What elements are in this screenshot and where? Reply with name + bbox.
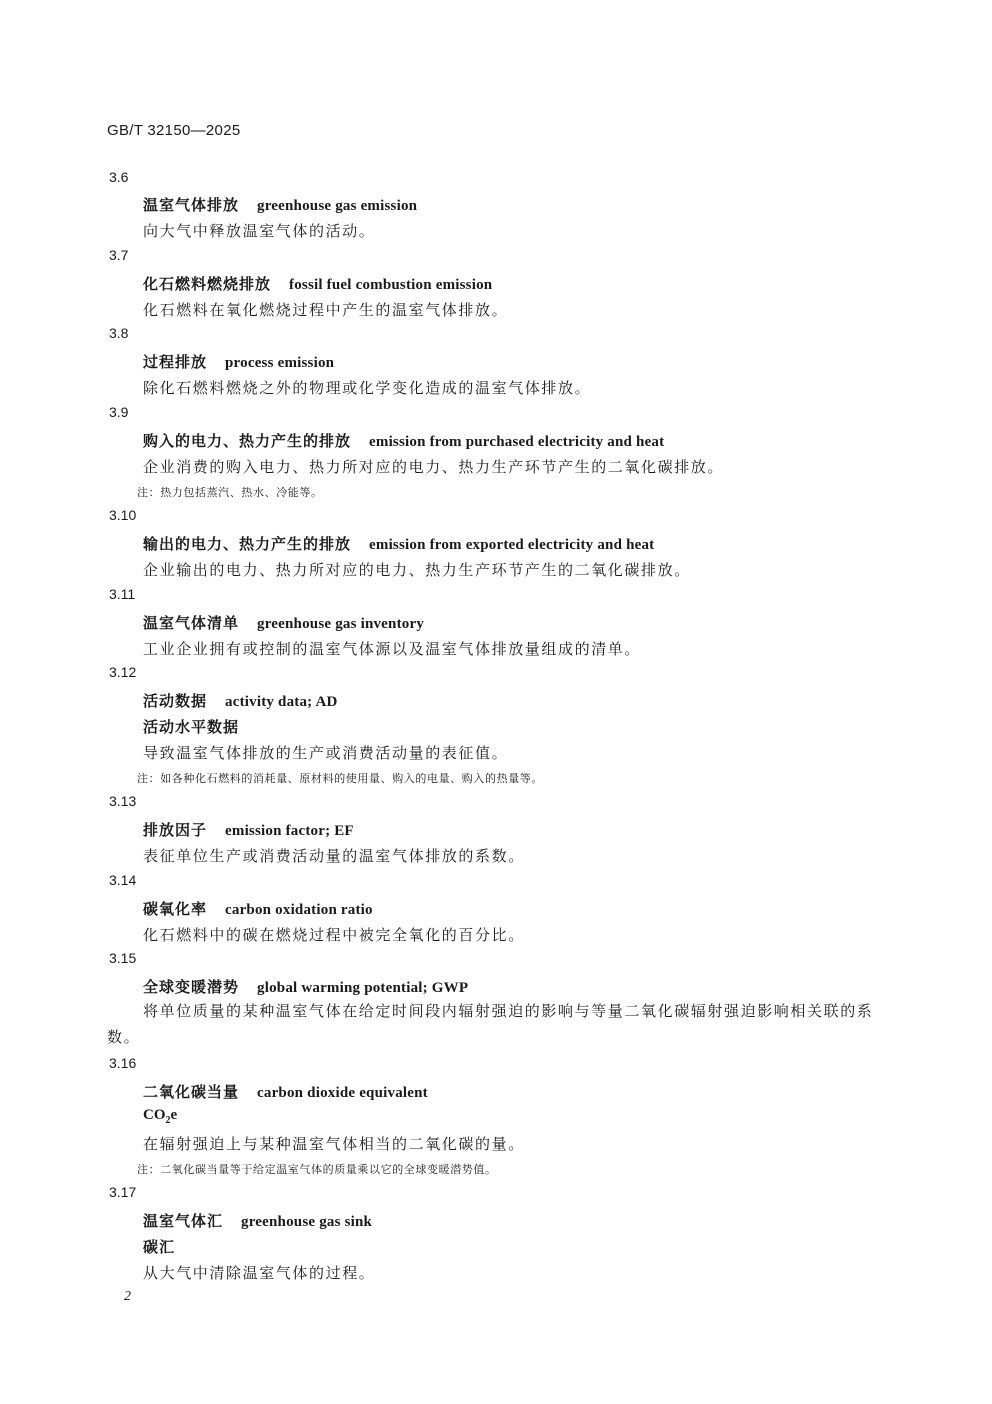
term-en: fossil fuel combustion emission <box>289 277 493 293</box>
definition: 向大气中释放温室气体的活动。 <box>143 222 376 240</box>
term-zh: 过程排放 <box>143 353 208 371</box>
entry-number: 3.13 <box>109 793 137 809</box>
definition: 从大气中清除温室气体的过程。 <box>143 1264 376 1282</box>
term-heading <box>143 351 334 372</box>
symbol-base: CO <box>143 1107 166 1123</box>
entry-number: 3.6 <box>109 169 129 185</box>
term-en: greenhouse gas inventory <box>257 616 425 632</box>
term-heading <box>143 1210 372 1231</box>
term-zh: 化石燃料燃烧排放 <box>143 275 272 293</box>
term-heading <box>143 273 492 294</box>
definition: 在辐射强迫上与某种温室气体相当的二氧化碳的量。 <box>143 1135 525 1153</box>
symbol <box>143 1107 177 1126</box>
term-heading <box>143 819 354 840</box>
entry-number: 3.7 <box>109 247 129 263</box>
term-en: carbon oxidation ratio <box>225 902 373 918</box>
entry-number: 3.16 <box>109 1055 137 1071</box>
entry-number: 3.9 <box>109 404 129 420</box>
term-heading <box>143 1081 428 1102</box>
term-en: process emission <box>225 355 335 371</box>
entry-number: 3.15 <box>109 950 137 966</box>
definition: 表征单位生产或消费活动量的温室气体排放的系数。 <box>143 847 525 865</box>
definition: 化石燃料在氧化燃烧过程中产生的温室气体排放。 <box>143 301 509 319</box>
term-en: emission from purchased electricity and heat <box>369 434 665 450</box>
term-zh: 温室气体清单 <box>143 614 240 632</box>
term-heading <box>143 533 654 554</box>
term-en: greenhouse gas emission <box>257 198 418 214</box>
definition: 导致温室气体排放的生产或消费活动量的表征值。 <box>143 744 509 762</box>
term-zh: 温室气体汇 <box>143 1212 224 1230</box>
term-en: emission from exported electricity and heat <box>369 537 655 553</box>
definition: 将单位质量的某种温室气体在给定时间段内辐射强迫的影响与等量二氧化碳辐射强迫影响相关联的系数。 <box>107 1002 874 1046</box>
entry-number: 3.14 <box>109 872 137 888</box>
term-zh: 二氧化碳当量 <box>143 1083 240 1101</box>
term-heading <box>143 430 664 451</box>
term-heading <box>143 976 468 997</box>
alt-term: 碳汇 <box>143 1238 176 1256</box>
alt-term: 活动水平数据 <box>143 718 240 736</box>
entry-number: 3.10 <box>109 507 137 523</box>
term-zh: 碳氧化率 <box>143 900 208 918</box>
page-number: 2 <box>124 1289 131 1304</box>
definition: 除化石燃料燃烧之外的物理或化学变化造成的温室气体排放。 <box>143 379 592 397</box>
term-en: carbon dioxide equivalent <box>257 1085 428 1101</box>
term-heading <box>143 690 338 711</box>
term-en: emission factor; EF <box>225 823 354 839</box>
term-heading <box>143 898 373 919</box>
term-zh: 温室气体排放 <box>143 196 240 214</box>
definition: 企业消费的购入电力、热力所对应的电力、热力生产环节产生的二氧化碳排放。 <box>143 458 725 476</box>
term-zh: 活动数据 <box>143 692 208 710</box>
definition: 工业企业拥有或控制的温室气体源以及温室气体排放量组成的清单。 <box>143 640 642 658</box>
term-en: greenhouse gas sink <box>241 1214 373 1230</box>
symbol-subscript: 2 <box>165 1115 171 1126</box>
entry-number: 3.11 <box>109 586 136 602</box>
term-heading <box>143 194 417 215</box>
symbol-tail: e <box>170 1107 178 1123</box>
entry-number: 3.12 <box>109 664 137 680</box>
term-zh: 输出的电力、热力产生的排放 <box>143 535 352 553</box>
note: 注：二氧化碳当量等于给定温室气体的质量乘以它的全球变暖潜势值。 <box>137 1163 497 1176</box>
note: 注：热力包括蒸汽、热水、冷能等。 <box>137 486 323 499</box>
definition: 企业输出的电力、热力所对应的电力、热力生产环节产生的二氧化碳排放。 <box>143 561 691 579</box>
term-heading <box>143 612 424 633</box>
term-en: global warming potential; GWP <box>257 980 469 996</box>
term-zh: 排放因子 <box>143 821 208 839</box>
entry-number: 3.17 <box>109 1184 137 1200</box>
note: 注：如各种化石燃料的消耗量、原材料的使用量、购入的电量、购入的热量等。 <box>137 772 543 785</box>
standard-id: GB/T 32150—2025 <box>107 122 241 139</box>
entry-number: 3.8 <box>109 325 129 341</box>
definition: 化石燃料中的碳在燃烧过程中被完全氧化的百分比。 <box>143 926 525 944</box>
term-zh: 全球变暖潜势 <box>143 978 240 996</box>
term-zh: 购入的电力、热力产生的排放 <box>143 432 352 450</box>
term-en: activity data; AD <box>225 694 338 710</box>
